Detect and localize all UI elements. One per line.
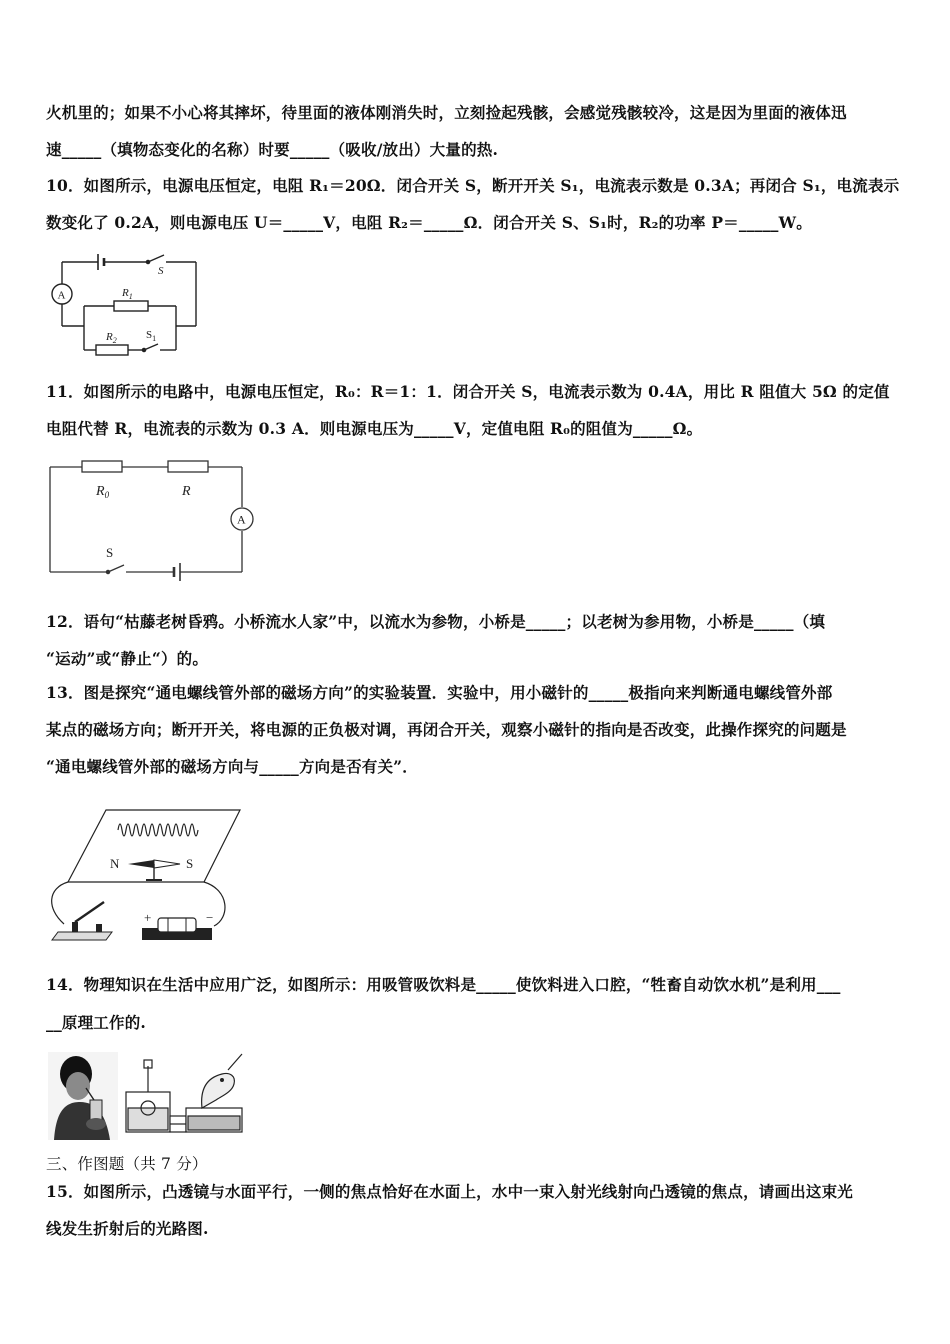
question-13-line-1: 13．图是探究“通电螺线管外部的磁场方向”的实验装置．实验中，用小磁针的_____极指向来判断通电螺线管外部 [46,683,833,702]
question-15-line-2: 线发生折射后的光路图. [46,1219,209,1238]
person-drinking-icon [48,1052,118,1140]
question-11-line-2: 电阻代替 R，电流表的示数为 0.3 A．则电源电压为_____V，定值电阻 R₀的阻值为_____Ω。 [46,419,703,438]
circuit-diagram-q10 [46,250,206,358]
text-line-2: 速_____（填物态变化的名称）时要_____（吸收/放出）大量的热. [46,140,499,159]
question-11-line-1: 11．如图所示的电路中，电源电压恒定，R₀：R＝1：1．闭合开关 S，电流表示数为 0.4A，用比 R 阻值大 5Ω 的定值 [46,382,890,401]
positive-terminal-label: + [144,910,152,925]
compass-needle-n-icon [128,860,154,868]
resistor-r-label: R [182,484,191,499]
solenoid-experiment-figure [46,800,246,945]
question-14-line-2: __原理工作的. [46,1013,146,1032]
question-10-line-1: 10．如图所示，电源电压恒定，电阻 R₁＝20Ω．闭合开关 S，断开开关 S₁，电流表示数是 0.3A；再闭合 S₁，电流表示 [46,176,900,195]
north-pole-label: N [110,856,120,871]
compass-needle-s-icon [154,860,180,868]
water-trough-icon [126,1054,242,1132]
question-15-line-1: 15．如图所示，凸透镜与水面平行，一侧的焦点恰好在水面上，水中一束入射光线射向凸透镜的焦点，请画出这束光 [46,1182,853,1201]
question-14-line-1: 14．物理知识在生活中应用广泛，如图所示：用吸管吸饮料是_____使饮料进入口腔，“牲畜自动饮水机”是利用___ [46,975,841,994]
question-10-line-2: 数变化了 0.2A，则电源电压 U＝_____V，电阻 R₂＝_____Ω．闭合开关 S、S₁时，R₂的功率 P＝_____W。 [46,213,812,232]
circuit-diagram-q11 [46,455,264,585]
switch-s-label: S [158,265,164,277]
resistor-r0-label: $R_0$ [96,484,110,500]
question-12-line-1: 12．语句“枯藤老树昏鸦。小桥流水人家”中，以流水为参物，小桥是_____；以老树为参用物，小桥是_____（填 [46,612,826,631]
battery-icon [142,918,212,940]
negative-terminal-label: − [206,910,214,925]
resistor-r1-label: $R_1$ [122,287,133,301]
south-pole-label: S [186,856,194,871]
ammeter-label: A [57,289,66,302]
switch-s1-label: $S_1$ [146,329,157,343]
text-line-1: 火机里的；如果不小心将其摔坏，待里面的液体刚消失时，立刻捡起残骸，会感觉残骸较冷，这是因为里面的液体迅 [46,103,847,122]
ammeter-label: A [237,512,246,527]
drinking-and-water-trough-figure [46,1050,246,1142]
question-12-line-2: “运动”或“静止“）的。 [46,649,209,668]
switch-s-label: S [106,545,114,560]
question-13-line-2: 某点的磁场方向；断开开关，将电源的正负极对调，再闭合开关，观察小磁针的指向是否改变，此操作探究的问题是 [46,720,847,739]
section-heading-drawing: 三、作图题（共 7 分） [46,1155,208,1173]
question-13-line-3: “通电螺线管外部的磁场方向与_____方向是否有关”． [46,757,418,776]
resistor-r2-label: $R_2$ [106,331,117,345]
